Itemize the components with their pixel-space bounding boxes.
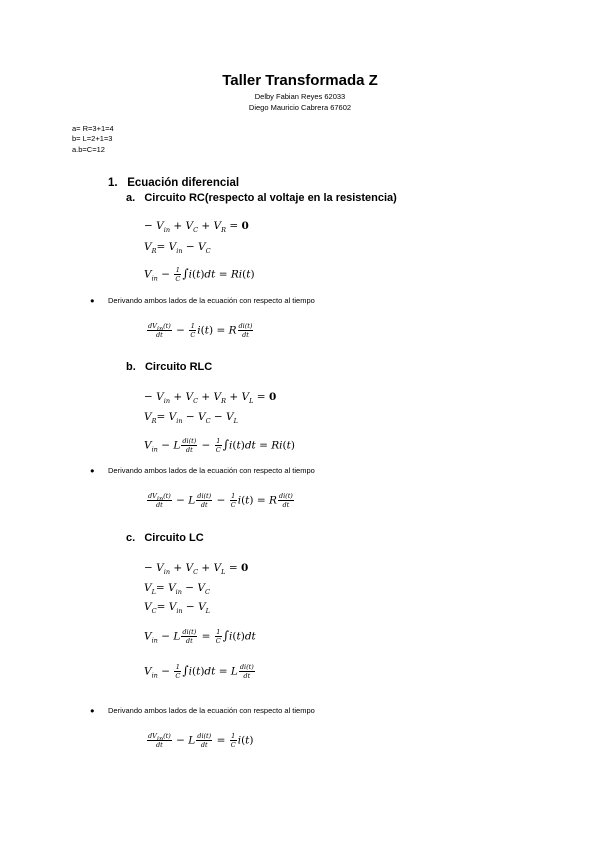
equation-rlc-derivative: $\frac{dV_{in}(t)}{dt}$ − L $\frac{di(t)}{dt}$ − $\frac{1}{C}$ i(t) = R $\frac{di(t)}{dt}$ xyxy=(148,492,293,509)
param-a: a= R=3+1=4 xyxy=(72,124,114,133)
subsection-letter: c. xyxy=(126,532,136,544)
bullet-text-1: Derivando ambos lados de la ecuación con respecto al tiempo xyxy=(108,296,315,305)
subsection-letter: b. xyxy=(126,361,136,373)
equation-rc-2: $V_R= V_{in} - V_C$ xyxy=(144,241,211,255)
equation-lc-3: $V_C= V_{in} - V_L$ xyxy=(144,601,210,615)
equation-rc-1: − $V_{in} + V_C + V_R = 0$ xyxy=(144,220,249,234)
subsection-title: Circuito RC(respecto al voltaje en la resistencia) xyxy=(144,192,397,204)
equation-rlc-3: $V_{in} - L$ $\frac{di(t)}{dt}$ − $\frac{1}{C}$ ∫i(t)dt = Ri(t) xyxy=(144,437,295,454)
equation-lc-4: $V_{in} - L$ $\frac{di(t)}{dt}$ = $\frac{1}{C}$ ∫i(t)dt xyxy=(144,628,256,645)
section-heading xyxy=(108,177,239,189)
equation-rlc-1: − $V_{in} + V_C + V_R + V_L = 0$ xyxy=(144,391,277,405)
subsection-letter: a. xyxy=(126,192,136,204)
equation-lc-2: $V_L= V_{in} - V_C$ xyxy=(144,582,210,596)
bullet-2: ● xyxy=(90,466,95,475)
bullet-1: ● xyxy=(90,296,95,305)
subsection-title: Circuito RLC xyxy=(144,361,213,373)
equation-lc-derivative: $\frac{dV_{in}(t)}{dt}$ − L $\frac{di(t)}{dt}$ = $\frac{1}{C}$ i(t) xyxy=(148,732,254,749)
param-b: b= L=2+1=3 xyxy=(72,134,113,143)
equation-lc-1: − $V_{in} + V_C + V_L = 0$ xyxy=(144,562,249,576)
bullet-text-2: Derivando ambos lados de la ecuación con respecto al tiempo xyxy=(108,466,315,475)
equation-rc-3: $V_{in}$ − $\frac{1}{C}$ ∫i(t)dt = Ri(t) xyxy=(144,266,255,283)
document-title: Taller Transformada Z xyxy=(222,72,378,89)
author-1: Delby Fabian Reyes 62033 xyxy=(254,92,346,101)
bullet-text-3: Derivando ambos lados de la ecuación con respecto al tiempo xyxy=(108,706,315,715)
subsection-title: Circuito LC xyxy=(144,532,204,544)
subsection-lc-heading xyxy=(126,532,204,544)
section-number: 1. xyxy=(108,177,118,189)
author-2: Diego Mauricio Cabrera 67602 xyxy=(248,103,352,112)
bullet-3: ● xyxy=(90,706,95,715)
subsection-rlc-heading xyxy=(126,361,212,373)
subsection-rc-heading xyxy=(126,192,397,204)
equation-lc-5: $V_{in}$ − $\frac{1}{C}$ ∫i(t)dt = L $\frac{di(t)}{dt}$ xyxy=(144,663,254,680)
param-c: a.b=C=12 xyxy=(72,145,105,154)
equation-rc-derivative: $\frac{dV_{in}(t)}{dt}$ − $\frac{1}{C}$ i(t) = R $\frac{di(t)}{dt}$ xyxy=(148,322,253,339)
equation-rlc-2: $V_R= V_{in} - V_C - V_L$ xyxy=(144,411,238,425)
section-title: Ecuación diferencial xyxy=(127,177,240,189)
